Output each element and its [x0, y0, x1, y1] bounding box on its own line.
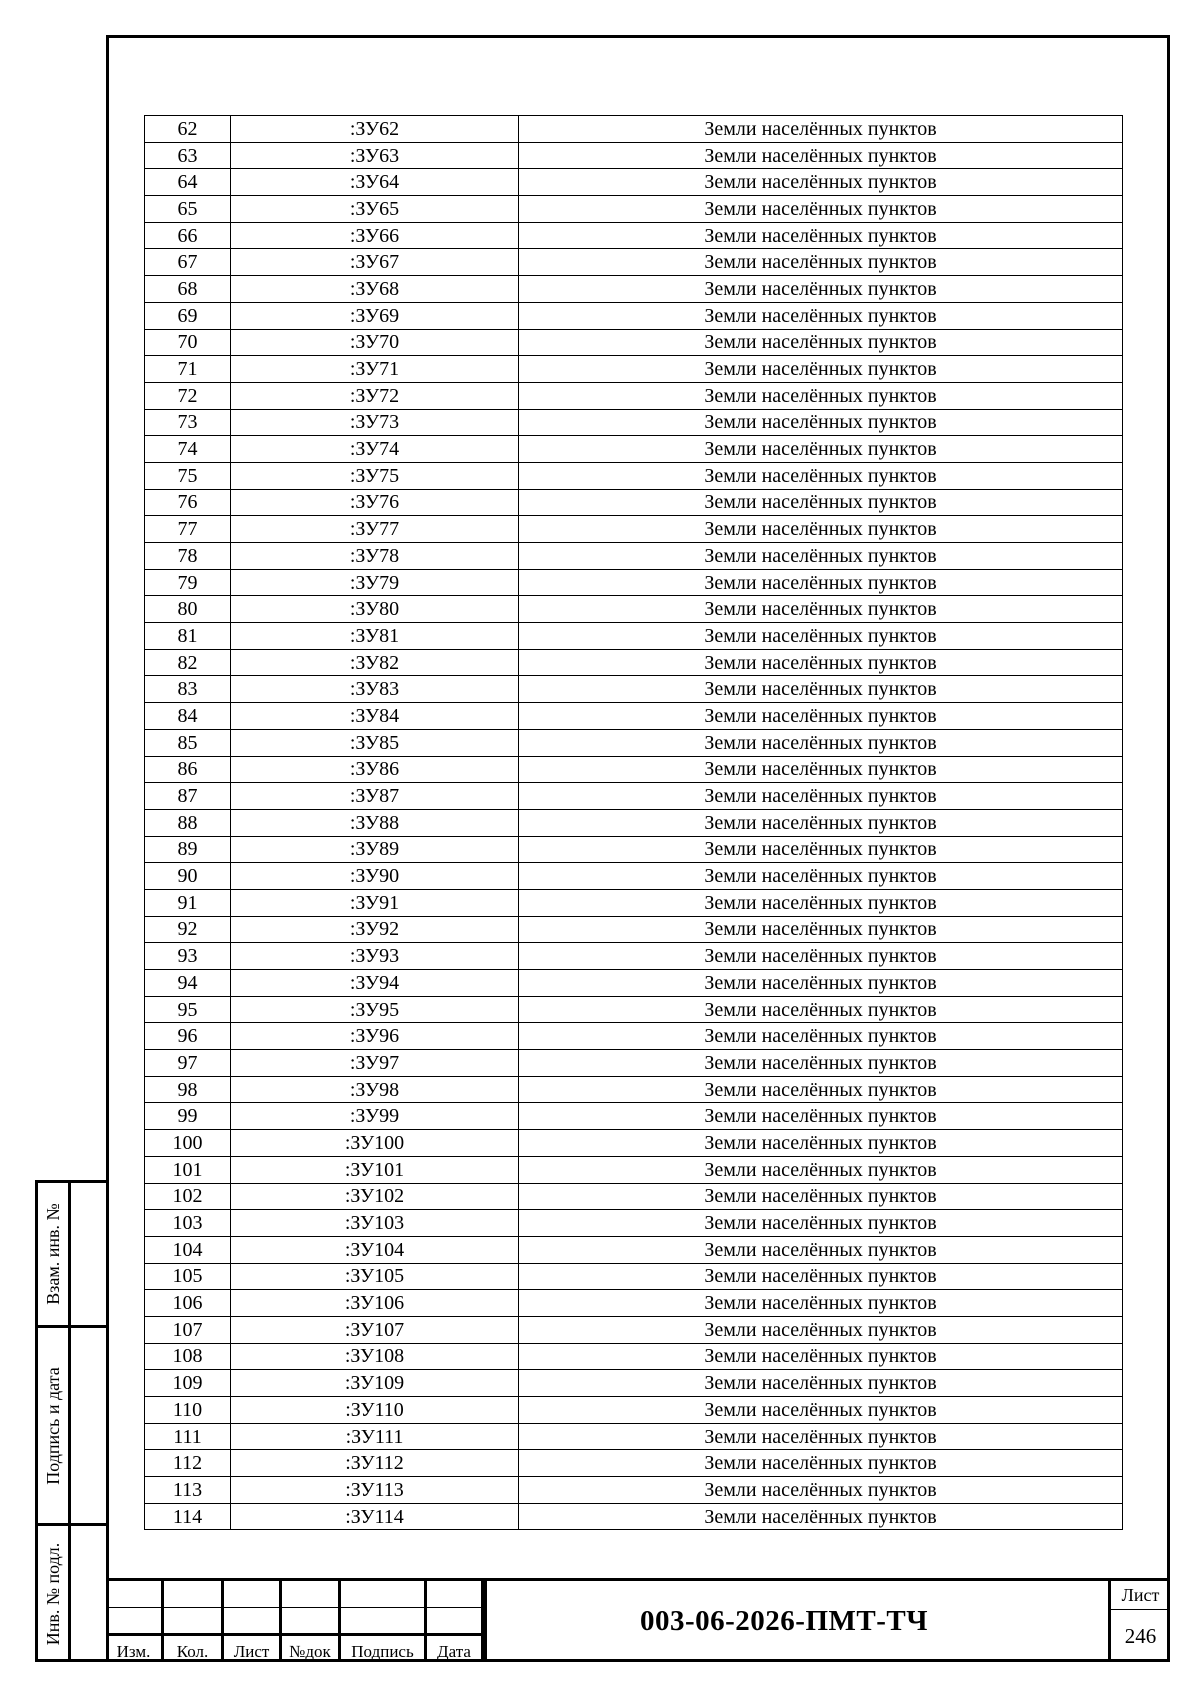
row-number-cell: 75: [145, 462, 231, 489]
row-number-cell: 84: [145, 703, 231, 730]
row-number-cell: 106: [145, 1290, 231, 1317]
land-category-cell: Земли населённых пунктов: [519, 596, 1123, 623]
land-category-cell: Земли населённых пунктов: [519, 1450, 1123, 1477]
land-category-cell: Земли населённых пунктов: [519, 516, 1123, 543]
plot-designation-cell: :ЗУ84: [231, 703, 519, 730]
plot-designation-cell: :ЗУ97: [231, 1050, 519, 1077]
table-row: [145, 783, 1123, 810]
table-row: [145, 169, 1123, 196]
plot-designation-cell: :ЗУ91: [231, 889, 519, 916]
plot-designation-cell: :ЗУ102: [231, 1183, 519, 1210]
plot-designation-cell: :ЗУ85: [231, 729, 519, 756]
table-row: [145, 276, 1123, 303]
row-number-cell: 66: [145, 222, 231, 249]
land-category-cell: Земли населённых пунктов: [519, 943, 1123, 970]
sheet-number: 246: [1124, 1624, 1157, 1648]
row-number-cell: 107: [145, 1316, 231, 1343]
plot-designation-cell: :ЗУ66: [231, 222, 519, 249]
row-number-cell: 98: [145, 1076, 231, 1103]
table-row: [145, 436, 1123, 463]
plot-designation-cell: :ЗУ89: [231, 836, 519, 863]
title-block: [106, 1578, 1170, 1662]
column-label-izm: Изм.: [116, 1642, 151, 1661]
table-row: [145, 543, 1123, 570]
plot-designation-cell: :ЗУ96: [231, 1023, 519, 1050]
table-row: [145, 676, 1123, 703]
land-category-cell: Земли населённых пунктов: [519, 222, 1123, 249]
land-category-cell: Земли населённых пунктов: [519, 1050, 1123, 1077]
plot-designation-cell: :ЗУ104: [231, 1236, 519, 1263]
land-category-cell: Земли населённых пунктов: [519, 1343, 1123, 1370]
plot-designation-cell: :ЗУ103: [231, 1210, 519, 1237]
row-number-cell: 85: [145, 729, 231, 756]
side-label-vzam-inv: Взам. инв. №: [43, 1203, 63, 1305]
plot-designation-cell: :ЗУ69: [231, 302, 519, 329]
row-number-cell: 64: [145, 169, 231, 196]
plot-designation-cell: :ЗУ88: [231, 809, 519, 836]
land-category-cell: Земли населённых пунктов: [519, 543, 1123, 570]
revision-grid: [106, 1581, 484, 1662]
table-row: [145, 222, 1123, 249]
table-row: [145, 302, 1123, 329]
table-row: [145, 569, 1123, 596]
plot-designation-cell: :ЗУ81: [231, 623, 519, 650]
row-number-cell: 73: [145, 409, 231, 436]
land-category-cell: Земли населённых пунктов: [519, 329, 1123, 356]
row-number-cell: 67: [145, 249, 231, 276]
plot-designation-cell: :ЗУ72: [231, 382, 519, 409]
row-number-cell: 65: [145, 196, 231, 223]
land-category-cell: Земли населённых пунктов: [519, 863, 1123, 890]
plot-designation-cell: :ЗУ113: [231, 1477, 519, 1504]
land-category-cell: Земли населённых пунктов: [519, 996, 1123, 1023]
land-category-cell: Земли населённых пунктов: [519, 703, 1123, 730]
row-number-cell: 96: [145, 1023, 231, 1050]
row-number-cell: 112: [145, 1450, 231, 1477]
plot-designation-cell: :ЗУ93: [231, 943, 519, 970]
row-number-cell: 86: [145, 756, 231, 783]
table-row: [145, 596, 1123, 623]
plot-designation-cell: :ЗУ98: [231, 1076, 519, 1103]
land-category-cell: Земли населённых пунктов: [519, 169, 1123, 196]
row-number-cell: 69: [145, 302, 231, 329]
table-row: [145, 142, 1123, 169]
side-stamp: [35, 1180, 106, 1662]
plot-designation-cell: :ЗУ62: [231, 116, 519, 143]
side-stamp-rule: [71, 1523, 109, 1526]
side-label-inv-podl: Инв. № подл.: [43, 1542, 63, 1646]
table-row: [145, 916, 1123, 943]
side-cell-vzam-inv: [38, 1183, 68, 1328]
table-row: [145, 489, 1123, 516]
table-row: [145, 1076, 1123, 1103]
table-row: [145, 329, 1123, 356]
land-category-cell: Земли населённых пунктов: [519, 1423, 1123, 1450]
sheet-box: [1108, 1581, 1170, 1662]
row-number-cell: 103: [145, 1210, 231, 1237]
plot-designation-cell: :ЗУ100: [231, 1130, 519, 1157]
land-category-cell: Земли населённых пунктов: [519, 1076, 1123, 1103]
table-row: [145, 1343, 1123, 1370]
side-cell-inv-podl: [38, 1526, 68, 1662]
land-category-cell: Земли населённых пунктов: [519, 676, 1123, 703]
table-row: [145, 1397, 1123, 1424]
row-number-cell: 93: [145, 943, 231, 970]
land-category-cell: Земли населённых пунктов: [519, 756, 1123, 783]
row-number-cell: 70: [145, 329, 231, 356]
row-number-cell: 94: [145, 970, 231, 997]
row-number-cell: 111: [145, 1423, 231, 1450]
land-category-cell: Земли населённых пунктов: [519, 249, 1123, 276]
row-number-cell: 90: [145, 863, 231, 890]
row-number-cell: 88: [145, 809, 231, 836]
plot-designation-cell: :ЗУ90: [231, 863, 519, 890]
land-category-cell: Земли населённых пунктов: [519, 489, 1123, 516]
table-row: [145, 382, 1123, 409]
row-number-cell: 113: [145, 1477, 231, 1504]
land-category-cell: Земли населённых пунктов: [519, 436, 1123, 463]
land-category-cell: Земли населённых пунктов: [519, 409, 1123, 436]
land-category-cell: Земли населённых пунктов: [519, 142, 1123, 169]
table-row: [145, 729, 1123, 756]
plot-designation-cell: :ЗУ63: [231, 142, 519, 169]
land-category-cell: Земли населённых пунктов: [519, 276, 1123, 303]
row-number-cell: 91: [145, 889, 231, 916]
row-number-cell: 87: [145, 783, 231, 810]
plot-designation-cell: :ЗУ111: [231, 1423, 519, 1450]
row-number-cell: 101: [145, 1156, 231, 1183]
plot-designation-cell: :ЗУ64: [231, 169, 519, 196]
plot-designation-cell: :ЗУ106: [231, 1290, 519, 1317]
land-category-cell: Земли населённых пунктов: [519, 569, 1123, 596]
table-row: [145, 1370, 1123, 1397]
land-category-cell: Земли населённых пунктов: [519, 649, 1123, 676]
row-number-cell: 102: [145, 1183, 231, 1210]
row-number-cell: 80: [145, 596, 231, 623]
table-row: [145, 116, 1123, 143]
table-row: [145, 1316, 1123, 1343]
table-row: [145, 863, 1123, 890]
land-category-cell: Земли населённых пунктов: [519, 809, 1123, 836]
row-number-cell: 89: [145, 836, 231, 863]
plot-designation-cell: :ЗУ94: [231, 970, 519, 997]
plot-designation-cell: :ЗУ114: [231, 1503, 519, 1530]
row-number-cell: 110: [145, 1397, 231, 1424]
plot-designation-cell: :ЗУ108: [231, 1343, 519, 1370]
row-number-cell: 63: [145, 142, 231, 169]
column-label-podpis: Подпись: [351, 1642, 414, 1661]
plot-designation-cell: :ЗУ76: [231, 489, 519, 516]
land-category-cell: Земли населённых пунктов: [519, 116, 1123, 143]
land-category-cell: Земли населённых пунктов: [519, 970, 1123, 997]
plot-designation-cell: :ЗУ74: [231, 436, 519, 463]
table-row: [145, 809, 1123, 836]
table-row: [145, 1050, 1123, 1077]
land-category-cell: Земли населённых пунктов: [519, 356, 1123, 383]
plot-designation-cell: :ЗУ68: [231, 276, 519, 303]
plot-designation-cell: :ЗУ67: [231, 249, 519, 276]
table-row: [145, 889, 1123, 916]
column-label-data: Дата: [437, 1642, 471, 1661]
table-row: [145, 1210, 1123, 1237]
land-category-cell: Земли населённых пунктов: [519, 1290, 1123, 1317]
table-row: [145, 1183, 1123, 1210]
row-number-cell: 78: [145, 543, 231, 570]
land-category-cell: Земли населённых пунктов: [519, 196, 1123, 223]
table-row: [145, 1450, 1123, 1477]
land-category-cell: Земли населённых пунктов: [519, 889, 1123, 916]
land-category-cell: Земли населённых пунктов: [519, 382, 1123, 409]
side-stamp-divider: [68, 1183, 71, 1659]
land-category-cell: Земли населённых пунктов: [519, 1023, 1123, 1050]
side-cell-podpis-data: [38, 1328, 68, 1526]
land-category-cell: Земли населённых пунктов: [519, 916, 1123, 943]
table-body: [145, 116, 1123, 1530]
row-number-cell: 99: [145, 1103, 231, 1130]
row-number-cell: 109: [145, 1370, 231, 1397]
land-category-cell: Земли населённых пунктов: [519, 1316, 1123, 1343]
table-row: [145, 1263, 1123, 1290]
row-number-cell: 77: [145, 516, 231, 543]
plot-designation-cell: :ЗУ77: [231, 516, 519, 543]
row-number-cell: 108: [145, 1343, 231, 1370]
table-row: [145, 1290, 1123, 1317]
plot-designation-cell: :ЗУ70: [231, 329, 519, 356]
land-category-cell: Земли населённых пунктов: [519, 623, 1123, 650]
row-number-cell: 114: [145, 1503, 231, 1530]
land-plots-table: [144, 115, 1123, 1530]
table-row: [145, 943, 1123, 970]
table-row: [145, 1236, 1123, 1263]
land-category-cell: Земли населённых пунктов: [519, 836, 1123, 863]
table-row: [145, 356, 1123, 383]
plot-designation-cell: :ЗУ87: [231, 783, 519, 810]
row-number-cell: 95: [145, 996, 231, 1023]
plot-designation-cell: :ЗУ80: [231, 596, 519, 623]
plot-designation-cell: :ЗУ83: [231, 676, 519, 703]
table-row: [145, 516, 1123, 543]
plot-designation-cell: :ЗУ92: [231, 916, 519, 943]
plot-designation-cell: :ЗУ99: [231, 1103, 519, 1130]
row-number-cell: 100: [145, 1130, 231, 1157]
plot-designation-cell: :ЗУ75: [231, 462, 519, 489]
row-number-cell: 76: [145, 489, 231, 516]
plot-designation-cell: :ЗУ110: [231, 1397, 519, 1424]
column-label-ndok: №док: [289, 1642, 331, 1661]
row-number-cell: 74: [145, 436, 231, 463]
table-row: [145, 1103, 1123, 1130]
row-number-cell: 79: [145, 569, 231, 596]
table-row: [145, 649, 1123, 676]
row-number-cell: 104: [145, 1236, 231, 1263]
row-number-cell: 81: [145, 623, 231, 650]
plot-designation-cell: :ЗУ107: [231, 1316, 519, 1343]
table-row: [145, 462, 1123, 489]
sheet-label: Лист: [1111, 1581, 1170, 1610]
row-number-cell: 83: [145, 676, 231, 703]
land-category-cell: Земли населённых пунктов: [519, 1236, 1123, 1263]
land-category-cell: Земли населённых пунктов: [519, 1370, 1123, 1397]
table-row: [145, 1130, 1123, 1157]
land-category-cell: Земли населённых пунктов: [519, 783, 1123, 810]
side-label-podpis-data: Подпись и дата: [43, 1366, 63, 1485]
table-row: [145, 409, 1123, 436]
plot-designation-cell: :ЗУ65: [231, 196, 519, 223]
table-row: [145, 196, 1123, 223]
plot-designation-cell: :ЗУ105: [231, 1263, 519, 1290]
column-label-list: Лист: [233, 1642, 270, 1661]
document-code: 003-06-2026-ПМТ-ТЧ: [639, 1605, 929, 1637]
land-category-cell: Земли населённых пунктов: [519, 729, 1123, 756]
row-number-cell: 68: [145, 276, 231, 303]
land-category-cell: Земли населённых пунктов: [519, 1103, 1123, 1130]
land-category-cell: Земли населённых пунктов: [519, 1210, 1123, 1237]
land-category-cell: Земли населённых пунктов: [519, 1156, 1123, 1183]
plot-designation-cell: :ЗУ109: [231, 1370, 519, 1397]
plot-designation-cell: :ЗУ71: [231, 356, 519, 383]
table-row: [145, 1423, 1123, 1450]
plot-designation-cell: :ЗУ95: [231, 996, 519, 1023]
plot-designation-cell: :ЗУ112: [231, 1450, 519, 1477]
table-row: [145, 1023, 1123, 1050]
table-row: [145, 1156, 1123, 1183]
table-row: [145, 970, 1123, 997]
table-row: [145, 249, 1123, 276]
plot-designation-cell: :ЗУ101: [231, 1156, 519, 1183]
plot-designation-cell: :ЗУ79: [231, 569, 519, 596]
table-row: [145, 623, 1123, 650]
table-row: [145, 996, 1123, 1023]
land-category-cell: Земли населённых пунктов: [519, 1183, 1123, 1210]
row-number-cell: 82: [145, 649, 231, 676]
side-stamp-rule: [71, 1325, 109, 1328]
land-category-cell: Земли населённых пунктов: [519, 1263, 1123, 1290]
column-label-kol: Кол.: [176, 1642, 209, 1661]
table-row: [145, 703, 1123, 730]
row-number-cell: 97: [145, 1050, 231, 1077]
row-number-cell: 72: [145, 382, 231, 409]
table-row: [145, 1503, 1123, 1530]
land-category-cell: Земли населённых пунктов: [519, 1477, 1123, 1504]
table-row: [145, 1477, 1123, 1504]
land-category-cell: Земли населённых пунктов: [519, 1397, 1123, 1424]
table-row: [145, 756, 1123, 783]
plot-designation-cell: :ЗУ86: [231, 756, 519, 783]
land-category-cell: Земли населённых пунктов: [519, 462, 1123, 489]
plot-designation-cell: :ЗУ78: [231, 543, 519, 570]
row-number-cell: 92: [145, 916, 231, 943]
row-number-cell: 105: [145, 1263, 231, 1290]
land-category-cell: Земли населённых пунктов: [519, 302, 1123, 329]
land-category-cell: Земли населённых пунктов: [519, 1130, 1123, 1157]
plot-designation-cell: :ЗУ73: [231, 409, 519, 436]
row-number-cell: 62: [145, 116, 231, 143]
row-number-cell: 71: [145, 356, 231, 383]
plot-designation-cell: :ЗУ82: [231, 649, 519, 676]
land-category-cell: Земли населённых пунктов: [519, 1503, 1123, 1530]
table-row: [145, 836, 1123, 863]
